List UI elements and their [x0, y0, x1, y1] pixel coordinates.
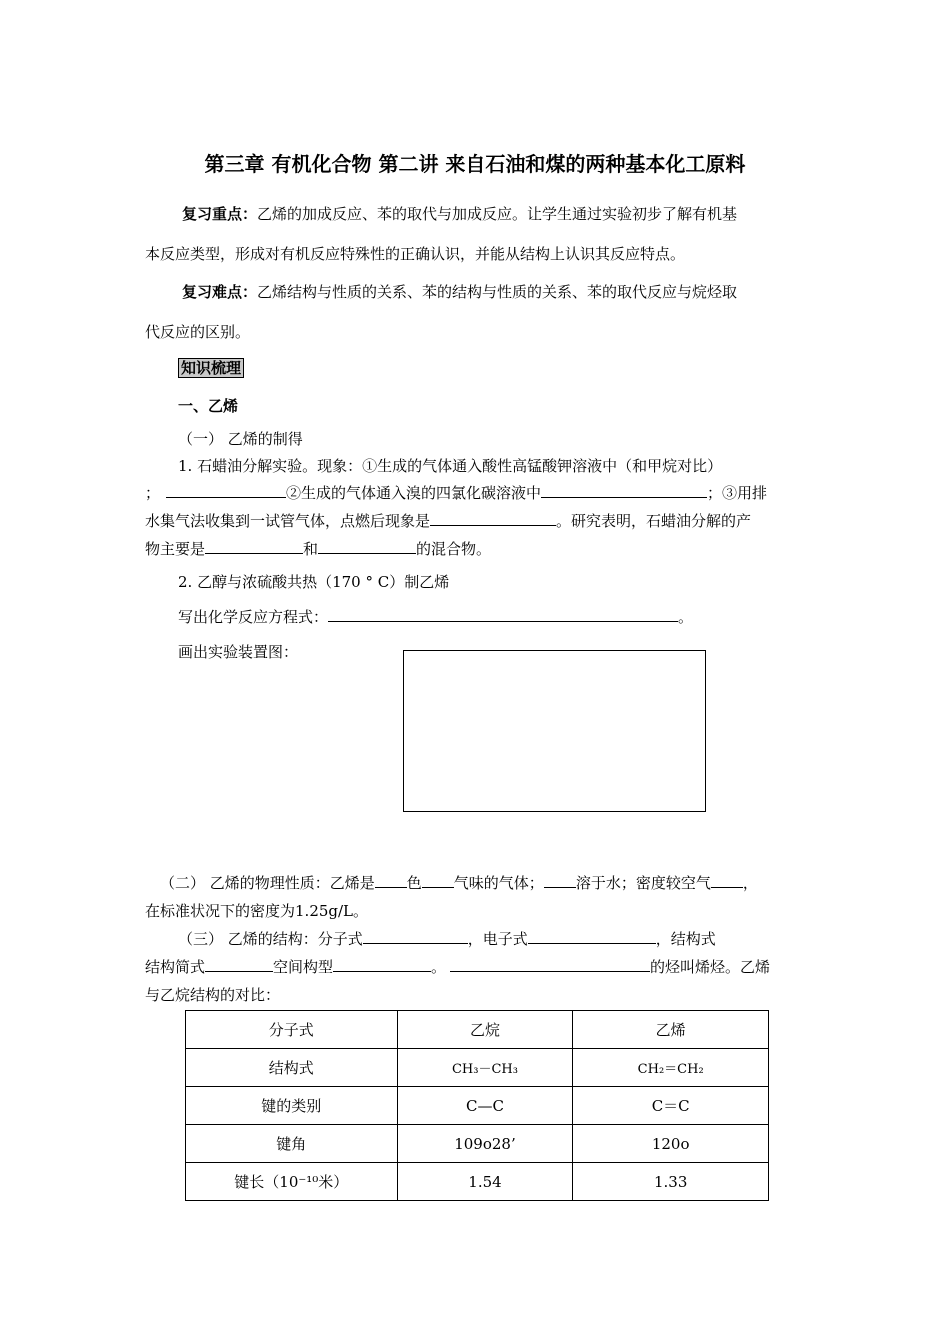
table-header-cell: 乙烷	[397, 1011, 573, 1049]
table-cell: 结构式	[186, 1049, 398, 1087]
paraffin-text: ；	[145, 484, 161, 502]
subsection-preparation: （一） 乙烯的制得	[178, 430, 303, 448]
knowledge-tag	[178, 357, 244, 378]
table-cell: 1.54	[397, 1163, 573, 1201]
answer-blank[interactable]	[333, 957, 431, 972]
focus-line-2: 本反应类型，形成对有机反应特殊性的正确认识，并能从结构上认识其反应特点。	[145, 245, 686, 263]
paraffin-text: 物主要是	[145, 540, 206, 558]
structure-text: （三） 乙烯的结构：分子式	[178, 930, 363, 948]
answer-blank[interactable]	[541, 483, 707, 498]
difficulty-line-1	[182, 281, 737, 302]
table-cell: 120o	[573, 1125, 769, 1163]
answer-blank[interactable]	[318, 539, 416, 554]
table-cell: 键的类别	[186, 1087, 398, 1125]
section-ethylene: 一、乙烯	[178, 397, 239, 415]
ethane-ethylene-comparison-table	[185, 1010, 769, 1201]
table-row	[186, 1049, 769, 1087]
table-cell: C—C	[397, 1087, 573, 1125]
equation-end: 。	[678, 608, 694, 626]
table-row	[186, 1011, 769, 1049]
paraffin-text: ；③用排	[707, 484, 768, 502]
answer-blank[interactable]	[205, 539, 303, 554]
structure-text: 。	[431, 958, 447, 976]
equation-line	[178, 606, 693, 627]
page-title: 第三章 有机化合物 第二讲 来自石油和煤的两种基本化工原料	[204, 152, 746, 176]
answer-blank[interactable]	[166, 483, 286, 498]
table-cell: 键长（10⁻¹⁰米）	[186, 1163, 398, 1201]
answer-blank[interactable]	[711, 873, 743, 888]
structure-text: 的烃叫烯烃。乙烯	[650, 958, 771, 976]
paraffin-text: 的混合物。	[416, 540, 492, 558]
table-row	[186, 1125, 769, 1163]
physical-text: 溶于水；密度较空气	[575, 874, 711, 892]
structure-text: 空间构型	[273, 958, 334, 976]
physical-text: 气味的气体；	[453, 874, 544, 892]
answer-blank[interactable]	[422, 873, 454, 888]
equation-blank[interactable]	[328, 607, 678, 622]
paraffin-line-1: 1. 石蜡油分解实验。现象：①生成的气体通入酸性高锰酸钾溶液中（和甲烷对比）	[178, 457, 723, 475]
table-header-cell: 乙烯	[573, 1011, 769, 1049]
paraffin-line-4	[145, 538, 491, 559]
difficulty-line-2: 代反应的区别。	[145, 323, 251, 341]
table-cell: CH₂＝CH₂	[573, 1049, 769, 1087]
answer-blank[interactable]	[430, 511, 556, 526]
structure-line-3: 与乙烷结构的对比：	[145, 986, 281, 1004]
ethanol-method: 2. 乙醇与浓硫酸共热（170 ° C）制乙烯	[178, 573, 450, 591]
focus-text-1: 乙烯的加成反应、苯的取代与加成反应。让学生通过实验初步了解有机基	[257, 205, 738, 223]
paraffin-text: 水集气法收集到一试管气体，点燃后现象是	[145, 512, 431, 530]
focus-line-1	[182, 203, 737, 224]
answer-blank[interactable]	[450, 957, 650, 972]
focus-label: 复习重点：	[182, 205, 258, 223]
knowledge-tag-text: 知识梳理	[178, 358, 244, 378]
structure-text: 结构简式	[145, 958, 206, 976]
physical-text: （二） 乙烯的物理性质：乙烯是	[160, 874, 375, 892]
difficulty-text-1: 乙烯结构与性质的关系、苯的结构与性质的关系、苯的取代反应与烷烃取	[257, 283, 738, 301]
answer-blank[interactable]	[544, 873, 576, 888]
table-row	[186, 1087, 769, 1125]
answer-blank[interactable]	[528, 929, 656, 944]
physical-line-2: 在标准状况下的密度为1.25g/L。	[145, 902, 369, 920]
table-cell: 109o28’	[397, 1125, 573, 1163]
table-cell: 1.33	[573, 1163, 769, 1201]
draw-label: 画出实验装置图：	[178, 643, 299, 661]
structure-line-1	[178, 928, 716, 949]
table-cell: 键角	[186, 1125, 398, 1163]
structure-text: ，结构式	[655, 930, 716, 948]
paraffin-line-2	[145, 482, 767, 503]
table-row	[186, 1163, 769, 1201]
equation-label: 写出化学反应方程式：	[178, 608, 329, 626]
paraffin-text: ②生成的气体通入溴的四氯化碳溶液中	[286, 484, 542, 502]
structure-text: ，电子式	[467, 930, 528, 948]
paraffin-text: 。研究表明，石蜡油分解的产	[556, 512, 752, 530]
structure-line-2	[145, 956, 770, 977]
apparatus-drawing-box[interactable]	[403, 650, 706, 812]
difficulty-label: 复习难点：	[182, 283, 258, 301]
paraffin-text: 和	[303, 540, 319, 558]
paraffin-line-3	[145, 510, 751, 531]
answer-blank[interactable]	[205, 957, 273, 972]
answer-blank[interactable]	[375, 873, 407, 888]
physical-line-1	[160, 872, 758, 893]
answer-blank[interactable]	[363, 929, 468, 944]
table-header-cell: 分子式	[186, 1011, 398, 1049]
table-cell: CH₃－CH₃	[397, 1049, 573, 1087]
physical-text: 色	[406, 874, 422, 892]
table-cell: C＝C	[573, 1087, 769, 1125]
physical-text: ，	[742, 874, 758, 892]
